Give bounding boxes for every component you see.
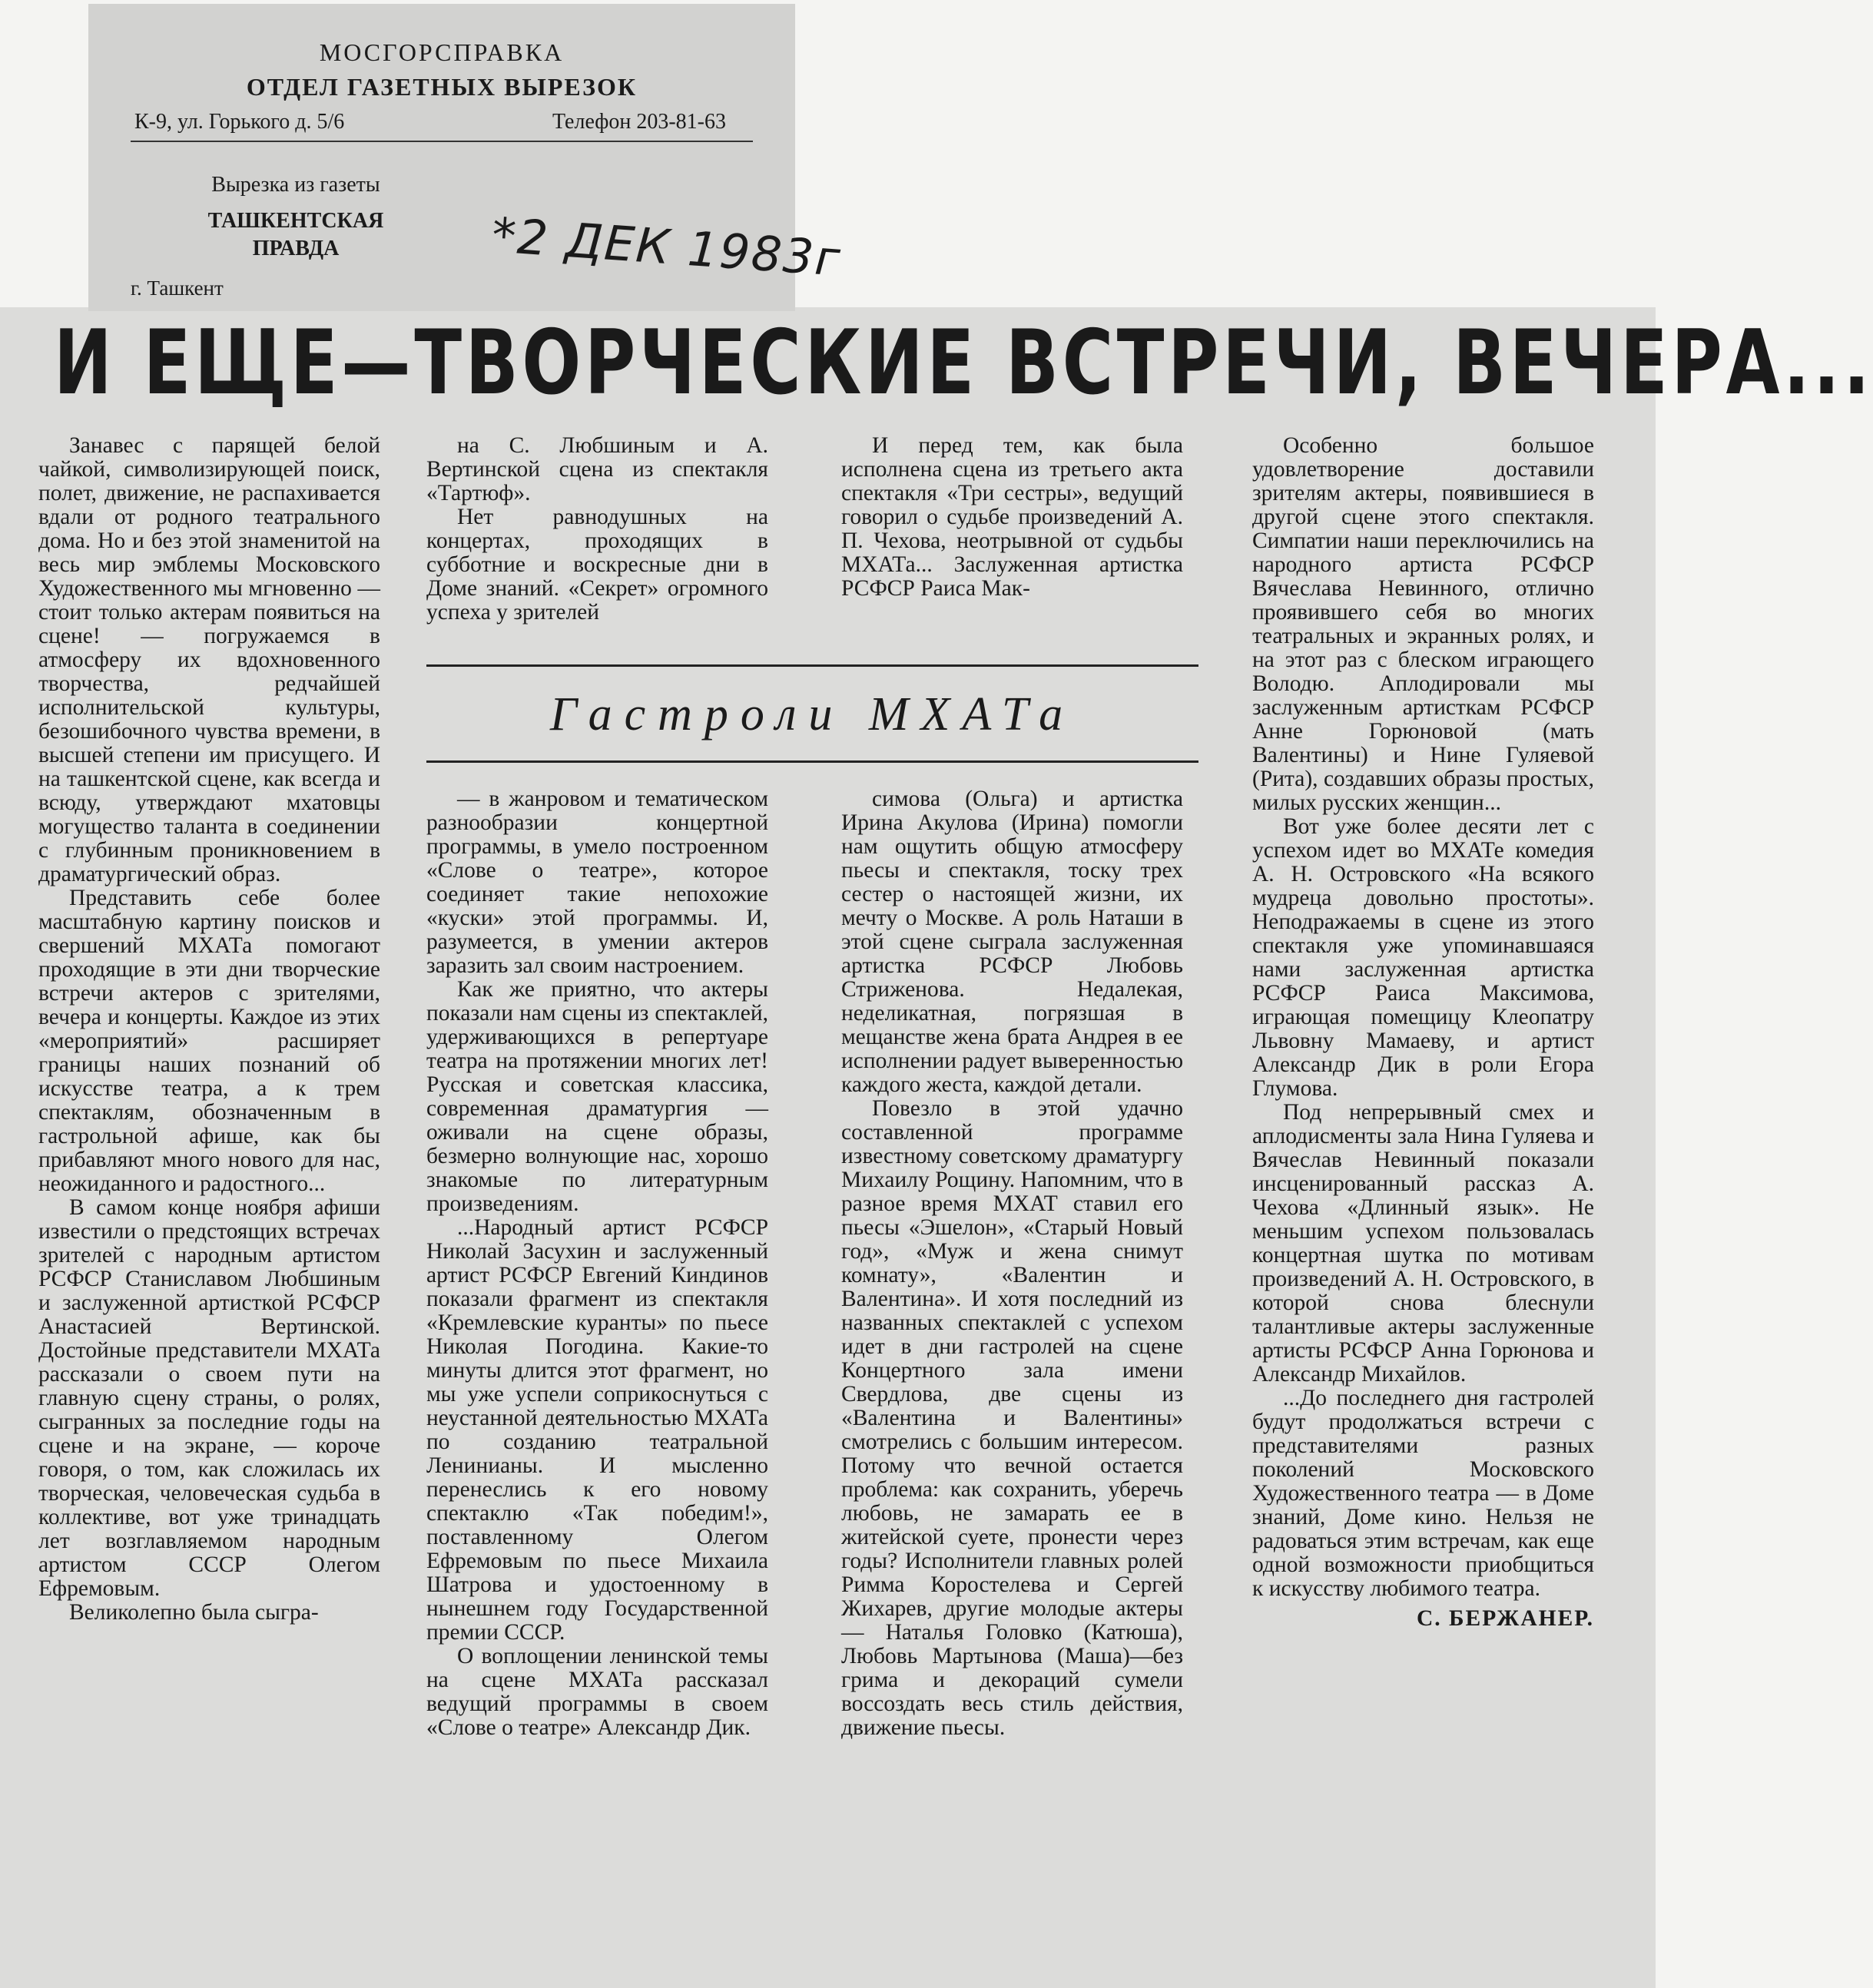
rubric-title: Гастроли МХАТа	[549, 688, 1076, 741]
column-2-bottom	[426, 787, 768, 1740]
column-1	[38, 434, 380, 1625]
column-3-top	[841, 434, 1183, 601]
paragraph: Вот уже более десяти лет с успехом идет во МХАТе комедия А. Н. Островского «На всякого мудреца довольно простоты». Неподражаемы в сцене из этого спектакля уже упоминавшаяся нами заслуженная артистка РСФСР Раиса Максимова, играющая помещицу Клеопатру Львовну Мамаеву, и артист Александр Дик в роли Егора Глумова.	[1252, 814, 1594, 1101]
paragraph: Представить себе более масштабную картину поисков и свершений МХАТа помогают проходящие в эти дни творческие встречи актеров с зрителями, вечера и концерты. Каждое из этих «мероприятий» расширяет границы наших познаний об искусстве театра, а к трем спектаклям, обозначенным в гастрольной афише, как бы прибавляют много нового для нас, неожиданного и радостного...	[38, 886, 380, 1196]
rubric-rule-bottom	[426, 760, 1198, 763]
paragraph: Особенно большое удовлетворение доставили зрителям актеры, появившиеся в другой сцене этого спектакля. Симпатии наши переключились на народного артиста РСФСР Вячеслава Невинного, отлично проявившего себя во многих театральных и экранных ролях, и на этот раз с блеском играющего Володю. Аплодировали мы заслуженным артисткам РСФСР Анне Горюновой (мать Валентины) и Нине Гуляевой (Рита), создавших образы простых, милых русских женщин...	[1252, 433, 1594, 815]
paragraph: Великолепно была сыгра-	[69, 1600, 319, 1625]
paragraph: В самом конце ноября афиши известили о предстоящих встречах зрителей с народным артистом РСФСР Станиславом Любшиным и заслуженной артисткой РСФСР Анастасией Вертинской. Достойные представители МХАТа рассказали о своем пути на главную сцену страны, о ролях, сыгранных за последние годы на сцене и на экране, — короче говоря, о том, как сложилась их творческая, человеческая судьба в коллективе, вот уже тринадцать лет возглавляемом народным артистом СССР Олегом Ефремовым.	[38, 1195, 380, 1601]
article-headline: И ЕЩЕ—ТВОРЧЕСКИЕ ВСТРЕЧИ, ВЕЧЕРА...	[54, 311, 1873, 415]
column-2-top	[426, 434, 768, 625]
paragraph: симова (Ольга) и артистка Ирина Акулова (Ирина) помогли нам ощутить общую атмосферу пьесы и спектакля, тоску трех сестер о настоящей жизни, их мечту о Москве. А роль Наташи в этой сцене сыграла заслуженная артистка РСФСР Любовь Стриженова. Недалекая, неделикатная, погрязшая в мещанстве жена брата Андрея в ее исполнении радует выверенностью каждого жеста, каждой детали.	[841, 787, 1183, 1097]
paragraph: Занавес с парящей белой чайкой, символизирующей поиск, полет, движение, не распахивается вдали от родного театрального дома. Но и без этой знаменитой на весь мир эмблемы Московского Художественного мы мгновенно — стоит только актерам появиться на сцене! — погружаемся в атмосферу их вдохновенного творчества, редчайшей исполнительской культуры, безошибочного чувства времени, в высшей степени им присущего. И на ташкентской сцене, как всегда и всюду, утверждают мхатовцы могущество таланта в соединении с глубинным проникновением в драматургический образ.	[38, 433, 380, 886]
paragraph: ...Народный артист РСФСР Николай Засухин и заслуженный артист РСФСР Евгений Киндинов показали фрагмент из спектакля «Кремлевские куранты» по пьесе Николая Погодина. Какие-то минуты длится этот фрагмент, но мы уже успели соприкоснуться с неустанной деятельностью МХАТа по созданию театральной Ленинианы. И мысленно перенеслись к его новому спектаклю «Так победим!», поставленному Олегом Ефремовым по пьесе Михаила Шатрова и удостоенному в нынешнем году Государственной премии СССР.	[426, 1215, 768, 1645]
rubric-rule-top	[426, 664, 1198, 667]
label-city: г. Ташкент	[131, 277, 224, 300]
paragraph: ...До последнего дня гастролей будут продолжаться встречи с представителями разных поколений Московского Художественного театра — в Доме знаний, Доме кино. Нельзя не радоваться этим встречам, как еще одной возможности приобщиться к искусству любимого театра.	[1252, 1386, 1594, 1601]
paragraph: Нет равнодушных на концертах, проходящих в субботние и воскресные дни в Доме знаний. «Секрет» огромного успеха у зрителей	[426, 505, 768, 625]
label-agency: МОСГОРСПРАВКА	[319, 38, 565, 66]
column-3-bottom	[841, 787, 1183, 1740]
paragraph: Повезло в этой удачно составленной программе известному советскому драматургу Михаилу Рощину. Напомним, что в разное время МХАТ ставил его пьесы «Эшелон», «Старый Новый год», «Муж и жена снимут комнату», «Валентин и Валентина». И хотя последний из названных спектаклей с успехом идет в дни гастролей на сцене Концертного зала имени Свердлова, две сцены из «Валентина и Валентины» смотрелись с большим интересом. Потому что вечной остается проблема: как сохранить, уберечь любовь, не замарать ее в житейской суете, пронести через годы? Исполнители главных ролей Римма Коростелева и Сергей Жихарев, другие молодые актеры — Наталья Головко (Катюша), Любовь Мартынова (Маша)—без грима и декораций сумели воссоздать весь стиль действия, движение пьесы.	[841, 1096, 1183, 1740]
label-clip-from: Вырезка из газеты	[211, 173, 380, 197]
date-stamp: *2 ДЕК 1983г	[490, 207, 844, 287]
paragraph: Как же приятно, что актеры показали нам сцены из спектаклей, удерживающихся в репертуаре театра на протяжении многих лет! Русская и советская классика, современная драматургия — оживали на сцене образы, безмерно волнующие нас, хорошо знакомые по литературным произведениям.	[426, 977, 768, 1216]
column-4	[1252, 434, 1594, 1631]
author-signature: С. БЕРЖАНЕР.	[1416, 1606, 1594, 1631]
label-department: ОТДЕЛ ГАЗЕТНЫХ ВЫРЕЗОК	[246, 73, 638, 101]
paragraph: на С. Любшиным и А. Вертинской сцена из спектакля «Тартюф».	[426, 433, 768, 505]
paragraph: И перед тем, как была исполнена сцена из третьего акта спектакля «Три сестры», ведущий говорил о судьбе произведений А. П. Чехова, неотрывной от судьбы МХАТа... Заслуженная артистка РСФСР Раиса Мак-	[841, 433, 1183, 601]
paragraph: Под непрерывный смех и аплодисменты зала Нина Гуляева и Вячеслав Невинный показали инсценированный рассказ А. Чехова «Длинный язык». Не меньшим успехом пользовалась концертная шутка по мотивам произведений А. Н. Островского, в которой снова блеснули талантливые актеры заслуженные артисты РСФСР Анна Горюнова и Александр Михайлов.	[1252, 1100, 1594, 1387]
label-rule	[131, 141, 753, 142]
paragraph: — в жанровом и тематическом разнообразии концертной программы, в умело построенном «Слове о театре», которое соединяет такие непохожие «куски» этой программы. И, разумеется, в умении актеров заразить зал своим настроением.	[426, 787, 768, 978]
paragraph: О воплощении ленинской темы на сцене МХАТа рассказал ведущий программы в своем «Слове о театре» Александр Дик.	[426, 1644, 768, 1740]
label-newspaper: ТАШКЕНТСКАЯ ПРАВДА	[207, 209, 384, 260]
label-phone: Телефон 203-81-63	[552, 110, 726, 134]
label-address: К-9, ул. Горького д. 5/6	[134, 110, 345, 134]
